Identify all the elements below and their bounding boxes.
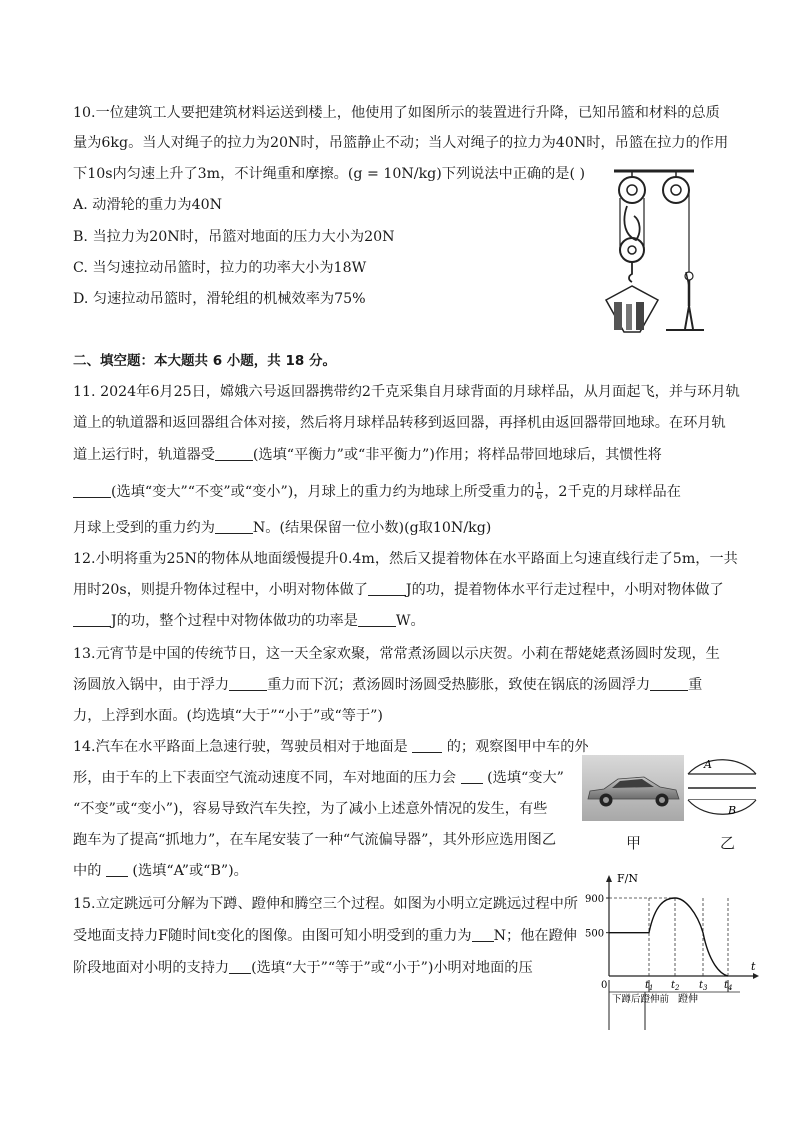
phase-label-squat: 下蹲后蹬伸前 bbox=[612, 994, 670, 1005]
x-axis-arrow-icon bbox=[753, 973, 759, 979]
q13-text: 重 bbox=[688, 677, 703, 693]
answer-blank[interactable] bbox=[215, 446, 253, 461]
answer-blank[interactable] bbox=[358, 612, 396, 627]
x-tick-label: $t_2$ bbox=[671, 980, 680, 992]
answer-blank[interactable] bbox=[106, 862, 128, 877]
car-photo-figure bbox=[582, 755, 684, 821]
airfoil-label-a: A bbox=[704, 758, 712, 771]
q11-line1: 11. 2024年6月25日，嫦娥六号返回器携带约2千克采集自月球背面的月球样品，从月面起飞，并与环月轨 bbox=[73, 384, 740, 400]
airfoil-label-b: B bbox=[728, 804, 737, 817]
figure-label-jia: 甲 bbox=[626, 834, 642, 852]
q11-text: (选填“变大”“不变”或“变小”)，月球上的重力约为地球上所受重力的 bbox=[111, 484, 535, 500]
answer-blank[interactable] bbox=[650, 676, 688, 691]
q13-text: 汤圆放入锅中，由于浮力 bbox=[73, 677, 230, 693]
q15-text: 受地面支持力F随时间t变化的图像。由图可知小明受到的重力为 bbox=[73, 928, 472, 944]
q12-text: J的功，提着物体水平行走过程中，小明对物体做了 bbox=[405, 582, 724, 598]
fraction-numerator: 1 bbox=[536, 481, 543, 492]
x-tick-label: $t_1$ bbox=[645, 980, 654, 992]
q10-option-d: D. 匀速拉动吊篮时，滑轮组的机械效率为75% bbox=[73, 291, 366, 307]
q10-option-c: C. 当匀速拉动吊篮时，拉力的功率大小为18W bbox=[73, 260, 367, 276]
q12-text: 用时20s，则提升物体过程中，小明对物体做了 bbox=[73, 582, 368, 598]
q14-text: 的；观察图甲中车的外 bbox=[446, 739, 589, 755]
q11-text: N。(结果保留一位小数)(g取10N/kg) bbox=[252, 520, 492, 536]
answer-blank[interactable] bbox=[461, 769, 483, 784]
q12-line2 bbox=[73, 580, 724, 600]
x-tick-label: $t_4$ bbox=[724, 980, 733, 992]
q15-text: 阶段地面对小明的支持力 bbox=[73, 960, 230, 976]
q14-text: (选填“变大” bbox=[487, 770, 564, 786]
q14-line4: 跑车为了提高“抓地力”，在车尾安装了一种“气流偏导器”，其外形应选用图乙 bbox=[73, 832, 557, 848]
q12-line1: 12.小明将重为25N的物体从地面缓慢提升0.4m，然后又提着物体在水平路面上匀速直线行走了5m，一共 bbox=[73, 551, 738, 567]
q15-line1: 15.立定跳远可分解为下蹲、蹬伸和腾空三个过程。如图为小明立定跳远过程中所 bbox=[73, 896, 578, 912]
section-heading: 二、填空题：本大题共 6 小题，共 18 分。 bbox=[73, 353, 336, 369]
q11-line2: 道上的轨道器和返回器组合体对接，然后将月球样品转移到返回器，再择机由返回器带回地球。在环月轨 bbox=[73, 415, 726, 431]
q11-text: 月球上受到的重力约为 bbox=[73, 520, 215, 536]
x-axis-label: t bbox=[751, 960, 756, 973]
answer-blank[interactable] bbox=[215, 519, 253, 534]
q14-line1 bbox=[73, 737, 589, 757]
answer-blank[interactable] bbox=[229, 959, 251, 974]
q13-line1: 13.元宵节是中国的传统节日，这一天全家欢聚，常常煮汤圆以示庆贺。小莉在帮姥姥煮汤圆时发现，生 bbox=[73, 646, 720, 662]
q12-text: J的功，整个过程中对物体做功的功率是 bbox=[111, 613, 358, 629]
q14-text: 形，由于车的上下表面空气流动速度不同，车对地面的压力会 bbox=[73, 770, 457, 786]
q11-line3 bbox=[73, 445, 662, 465]
figure-label-yi: 乙 bbox=[720, 834, 736, 852]
q13-line2 bbox=[73, 675, 702, 695]
pulley-system-figure bbox=[596, 168, 706, 338]
q14-text: (选填“A”或“B”)。 bbox=[132, 863, 248, 879]
answer-blank[interactable] bbox=[229, 676, 267, 691]
answer-blank[interactable] bbox=[73, 483, 111, 498]
q12-text: W。 bbox=[395, 613, 425, 629]
q12-line3 bbox=[73, 611, 425, 631]
y-axis-arrow-icon bbox=[606, 875, 612, 882]
y-tick-label: 900 bbox=[585, 894, 605, 905]
origin-label: 0 bbox=[601, 980, 608, 991]
q11-line4 bbox=[73, 482, 681, 502]
q14-text: 中的 bbox=[73, 863, 102, 879]
q13-text: 重力而下沉；煮汤圆时汤圆受热膨胀，致使在锅底的汤圆浮力 bbox=[267, 677, 651, 693]
q14-text: 14.汽车在水平路面上急速行驶，驾驶员相对于地面是 bbox=[73, 739, 408, 755]
phase-label-extend: 蹬伸 bbox=[678, 994, 698, 1005]
q11-text: ，2千克的月球样品在 bbox=[544, 484, 681, 500]
q14-line5 bbox=[73, 861, 248, 881]
force-curve-series bbox=[609, 898, 728, 976]
q15-line2 bbox=[73, 926, 577, 946]
y-tick-label: 500 bbox=[585, 928, 605, 940]
force-time-chart bbox=[585, 868, 765, 1030]
q15-text: (选填“大于”“等于”或“小于”)小明对地面的压 bbox=[251, 960, 533, 976]
q10-option-b: B. 当拉力为20N时，吊篮对地面的压力大小为20N bbox=[73, 229, 395, 245]
fraction bbox=[535, 483, 543, 502]
answer-blank[interactable] bbox=[412, 738, 442, 753]
y-axis-label: F/N bbox=[617, 872, 638, 885]
q11-text: (选填“平衡力”或“非平衡力”)作用；将样品带回地球后，其惯性将 bbox=[252, 447, 662, 463]
fraction-denominator: 6 bbox=[536, 491, 543, 502]
q10-option-a: A. 动滑轮的重力为40N bbox=[73, 197, 223, 213]
answer-blank[interactable] bbox=[368, 581, 406, 596]
q11-line5 bbox=[73, 518, 491, 538]
q10-line2: 量为6kg。当人对绳子的拉力为20N时，吊篮静止不动；当人对绳子的拉力为40N时，吊篮在拉力的作用 bbox=[73, 135, 729, 151]
q10-line3: 下10s内匀速上升了3m，不计绳重和摩擦。(g = 10N/kg)下列说法中正确的是( ) bbox=[73, 166, 586, 182]
air-deflector-figure bbox=[686, 752, 758, 824]
answer-blank[interactable] bbox=[472, 927, 494, 942]
q10-line1: 10.一位建筑工人要把建筑材料运送到楼上，他使用了如图所示的装置进行升降，已知吊篮和材料的总质 bbox=[73, 105, 720, 121]
q11-text: 道上运行时，轨道器受 bbox=[73, 447, 215, 463]
q15-line3 bbox=[73, 958, 533, 978]
answer-blank[interactable] bbox=[73, 612, 111, 627]
q14-line2 bbox=[73, 768, 564, 788]
q15-text: N；他在蹬伸 bbox=[493, 928, 577, 944]
q14-line3: “不变”或“变小”)，容易导致汽车失控，为了减小上述意外情况的发生，有些 bbox=[73, 801, 548, 817]
x-tick-label: $t_3$ bbox=[699, 980, 708, 992]
q13-line3: 力，上浮到水面。(均选填“大于”“小于”或“等于”) bbox=[73, 708, 383, 724]
